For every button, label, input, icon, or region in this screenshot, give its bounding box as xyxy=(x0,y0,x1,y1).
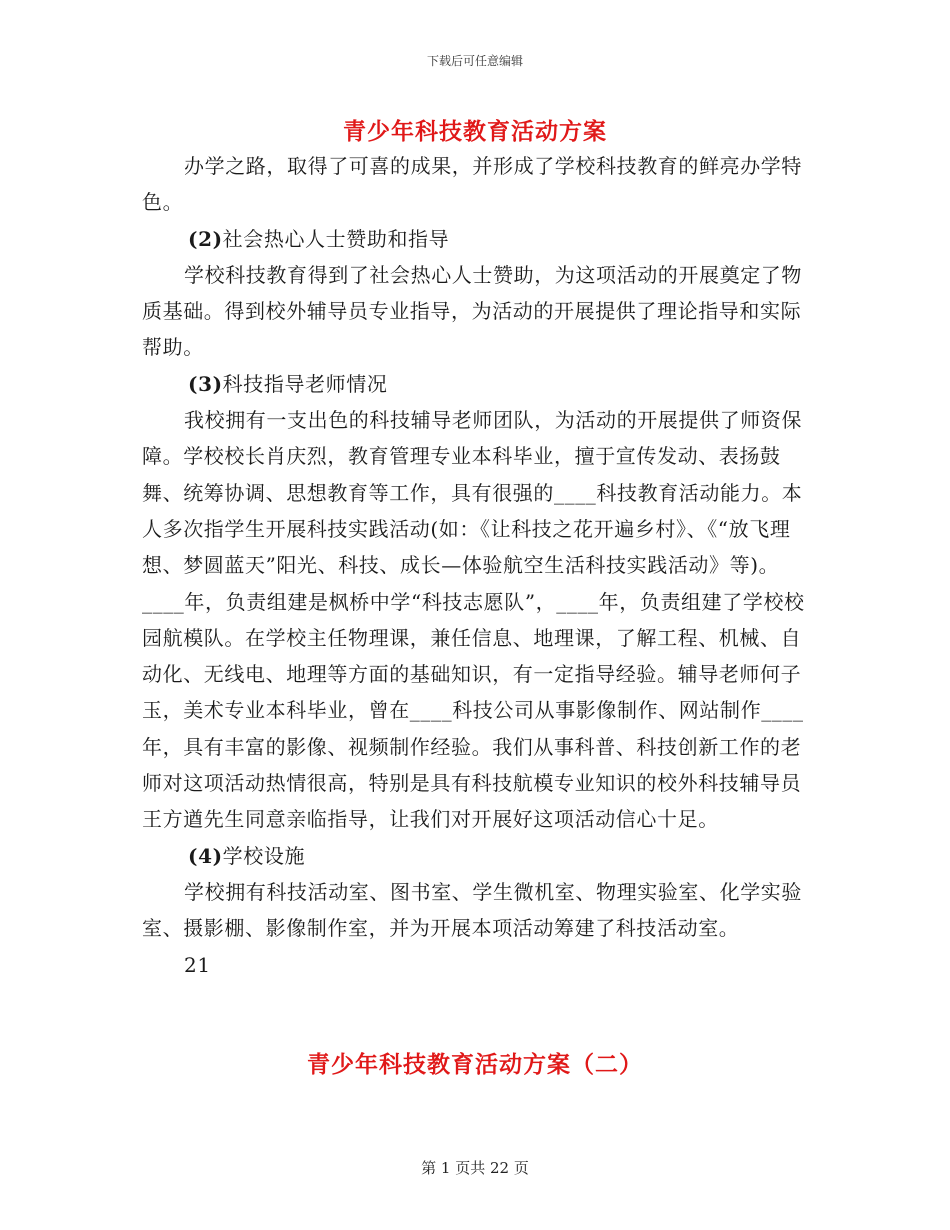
section-number: (4) xyxy=(188,843,223,868)
section-heading xyxy=(142,366,810,402)
paragraph: 学校拥有科技活动室、图书室、学生微机室、物理实验室、化学实验室、摄影棚、影像制作室，并为开展本项活动筹建了科技活动室。 xyxy=(142,879,802,941)
paragraph: 21 xyxy=(184,952,211,977)
second-document-title: 青少年科技教育活动方案（二） xyxy=(307,1051,643,1078)
section-heading xyxy=(142,838,810,874)
section-number: (3) xyxy=(188,371,223,396)
page-header: 下载后可任意编辑 xyxy=(426,54,523,68)
section-heading xyxy=(142,221,810,257)
section-number: (2) xyxy=(188,226,223,251)
document-title: 青少年科技教育活动方案 xyxy=(343,118,607,145)
section-heading-text: 科技指导老师情况 xyxy=(222,371,388,396)
document-body xyxy=(142,148,810,983)
paragraph: 我校拥有一支出色的科技辅导老师团队，为活动的开展提供了师资保障。学校校长肖庆烈，教育管理专业本科毕业，擅于宣传发动、表扬鼓舞、统筹协调、思想教育等工作，具有很强的____科技教育活动能力。本人多次指学生开展科技实践活动(如：《让科技之花开遍乡村》、《“放飞理想、梦圆蓝天”阳光、科技、成长—体验航空生活科技实践活动》等)。____年，负责组建是枫桥中学“科技志愿队”，____年，负责组建了学校校园航模队。在学校主任物理课，兼任信息、地理课，了解工程、机械、自动化、无线电、地理等方面的基础知识，有一定指导经验。辅导老师何子玉，美术专业本科毕业，曾在____科技公司从事影像制作、网站制作____年，具有丰富的影像、视频制作经验。我们从事科普、科技创新工作的老师对这项活动热情很高，特别是具有科技航模专业知识的校外科技辅导员王方遒先生同意亲临指导，让我们对开展好这项活动信心十足。 xyxy=(142,408,805,832)
section-heading-text: 社会热心人士赞助和指导 xyxy=(222,226,450,251)
paragraph: 办学之路，取得了可喜的成果，并形成了学校科技教育的鲜亮办学特色。 xyxy=(142,154,802,215)
page-footer: 第 1 页共 22 页 xyxy=(421,1159,529,1177)
paragraph: 学校科技教育得到了社会热心人士赞助，为这项活动的开展奠定了物质基础。得到校外辅导员专业指导，为活动的开展提供了理论指导和实际帮助。 xyxy=(142,262,802,360)
section-heading-text: 学校设施 xyxy=(222,843,306,868)
